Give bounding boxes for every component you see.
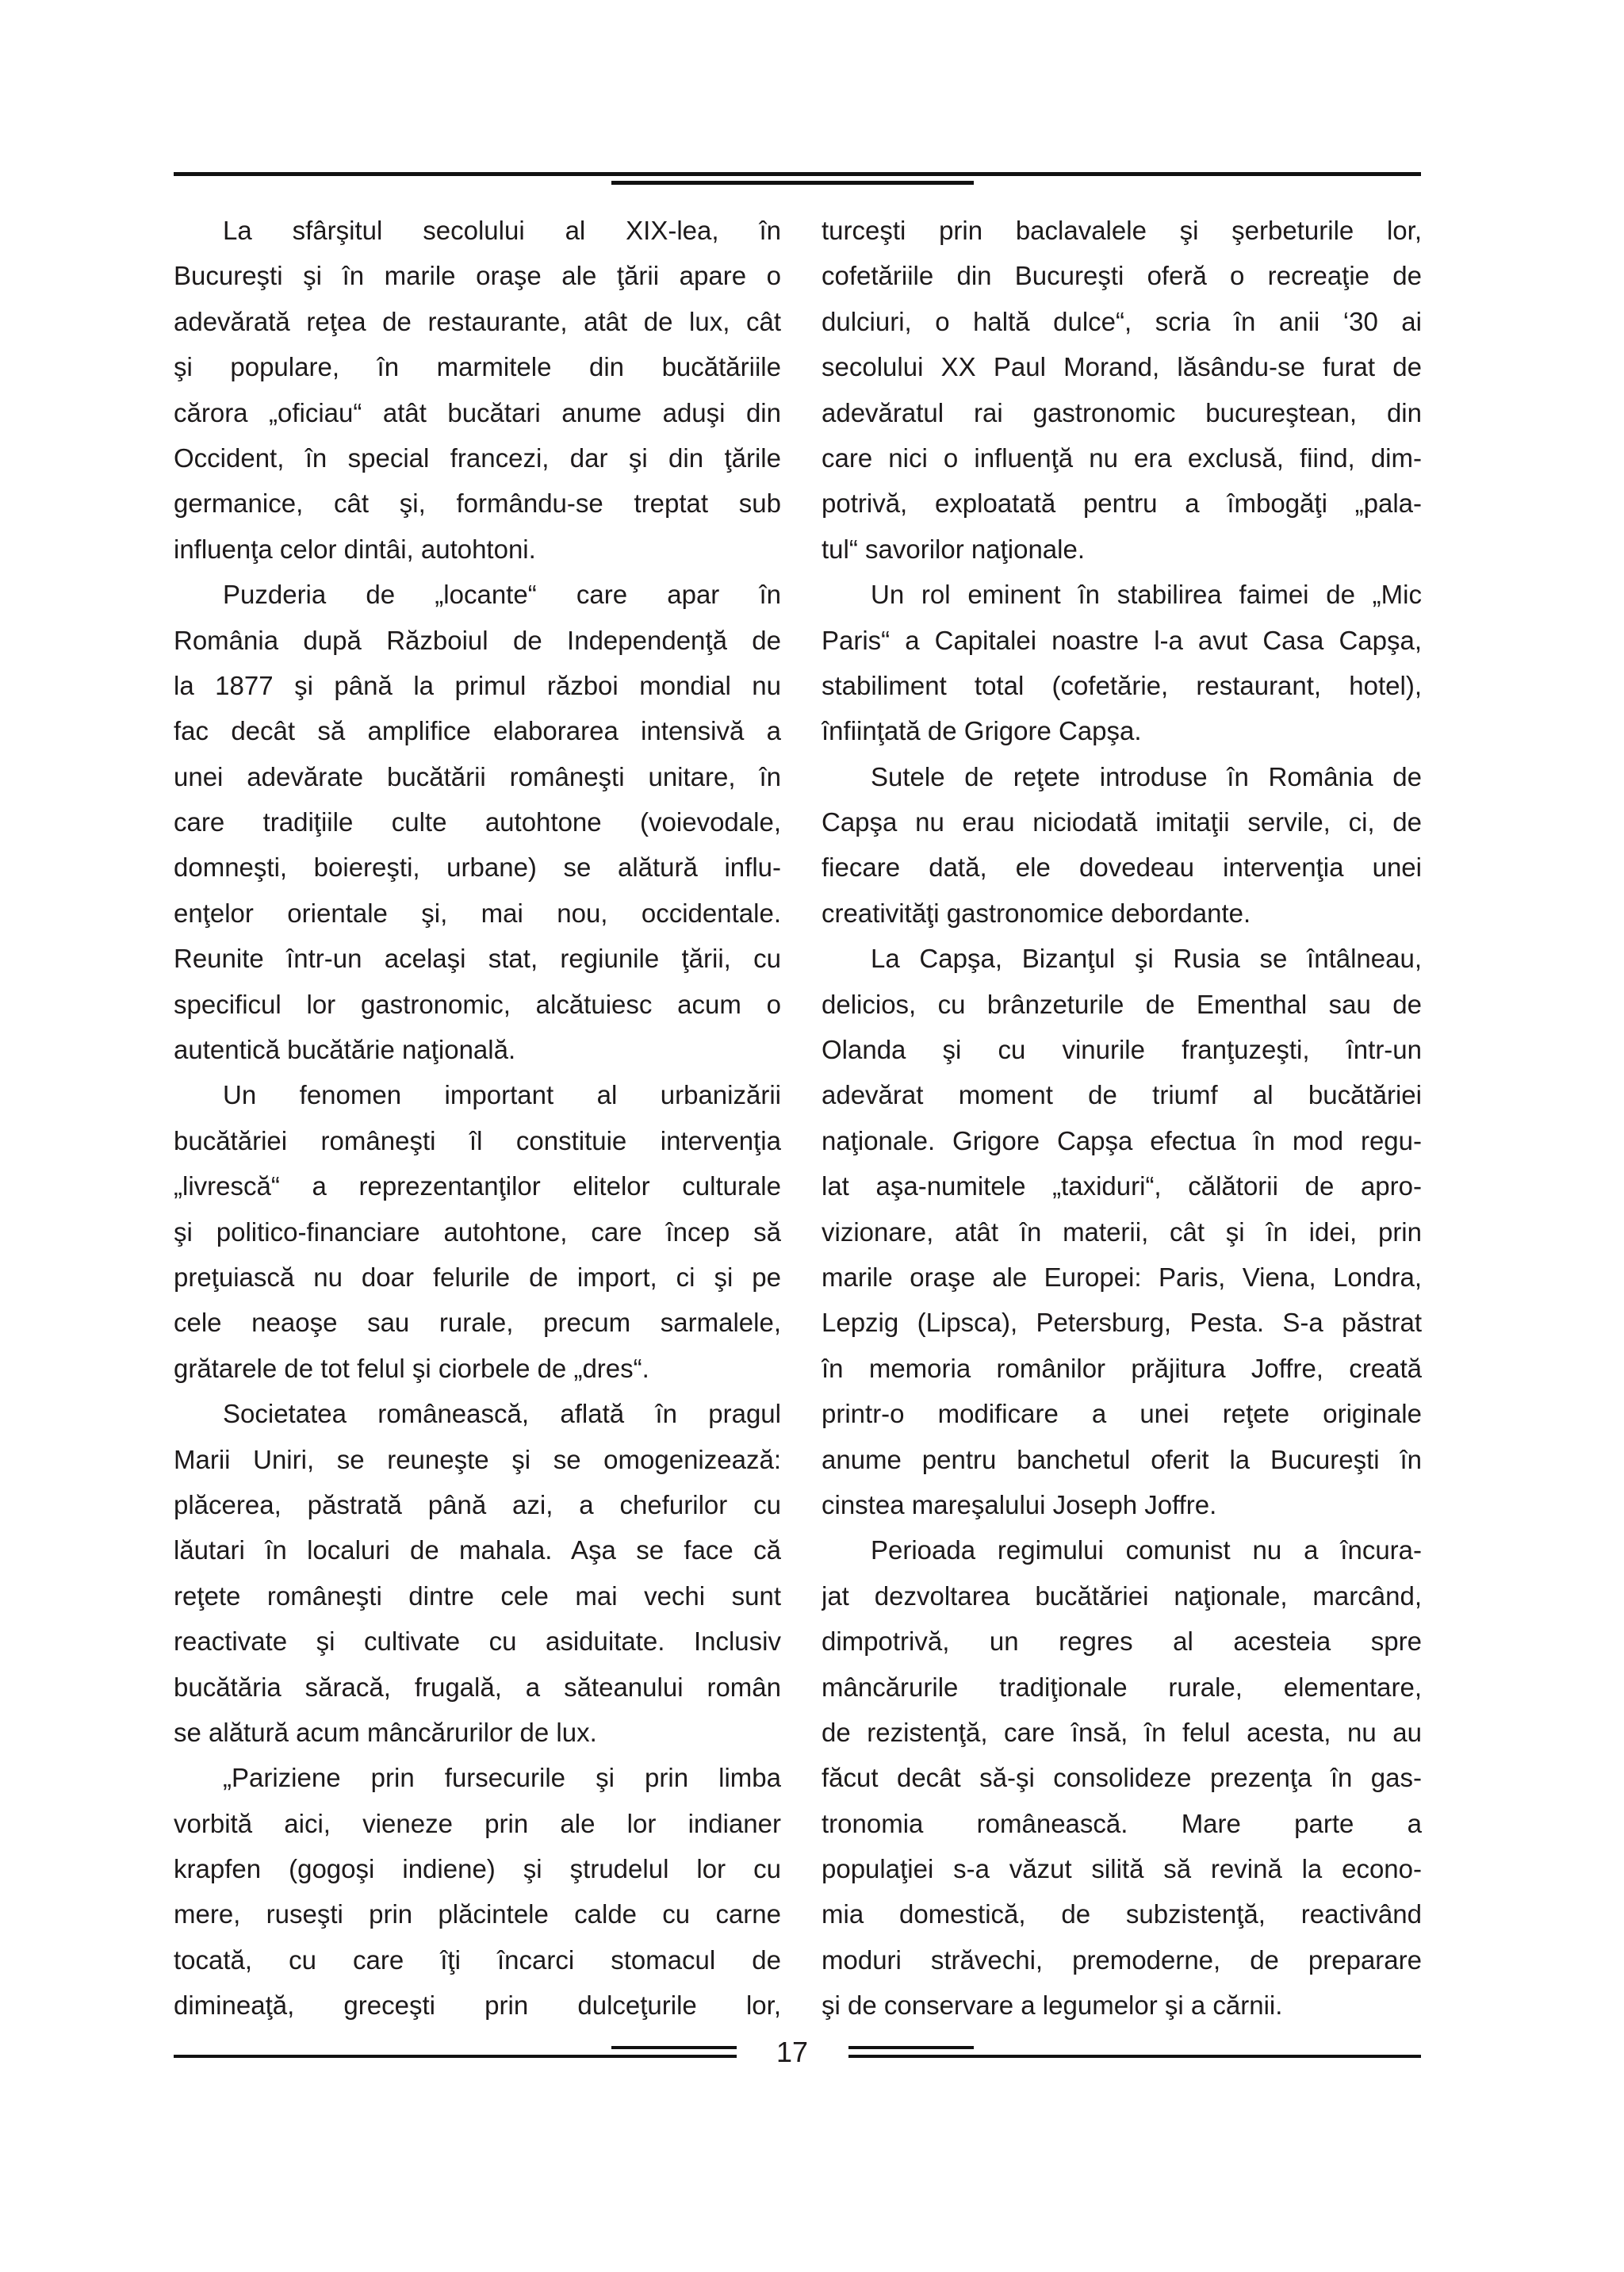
text-line: bucătăriei româneşti îl constituie intervenţia <box>174 1125 781 1155</box>
text-line: bucătăria săracă, frugală, a săteanului român <box>174 1672 781 1702</box>
text-line: mere, ruseşti prin plăcintele calde cu carne <box>174 1899 781 1929</box>
text-line: Marii Uniri, se reuneşte şi se omogenizează: <box>174 1444 781 1474</box>
text-line: creativităţi gastronomice debordante. <box>822 898 1251 928</box>
text-line: adevăratul rai gastronomic bucureştean, din <box>822 397 1422 427</box>
text-line: Puzderia de „locante“ care apar în <box>223 580 781 610</box>
text-line: reactivate şi cultivate cu asiduitate. Inclusiv <box>174 1626 781 1657</box>
text-line: stabiliment total (cofetărie, restaurant, hotel), <box>822 670 1422 700</box>
footer-rule-left-short <box>611 2046 737 2049</box>
text-line: Un rol eminent în stabilirea faimei de „Mic <box>871 580 1422 610</box>
text-line: fiecare dată, ele dovedeau intervenţia unei <box>822 852 1422 883</box>
text-line: lăutari în localuri de mahala. Aşa se face că <box>174 1535 781 1565</box>
text-line: fac decât să amplifice elaborarea intensivă a <box>174 716 781 746</box>
text-line: mâncărurile tradiţionale rurale, elementare, <box>822 1672 1422 1702</box>
text-line: şi populare, în marmitele din bucătăriile <box>174 352 781 382</box>
text-line: România după Războiul de Independenţă de <box>174 625 781 655</box>
text-line: Paris“ a Capitalei noastre l-a avut Casa Capşa, <box>822 625 1422 655</box>
paragraph <box>822 572 1422 754</box>
text-line: naţionale. Grigore Capşa efectua în mod regu- <box>822 1125 1422 1155</box>
text-line: domneşti, boiereşti, urbane) se alătură influ- <box>174 852 781 883</box>
paragraph <box>174 1391 781 1755</box>
text-line: printr-o modificare a unei reţete originale <box>822 1399 1422 1429</box>
text-line: cărora „oficiau“ atât bucătari anume aduşi din <box>174 397 781 427</box>
text-line: La sfârşitul secolului al XIX-lea, în <box>223 216 781 245</box>
text-line: lat aşa-numitele „taxiduri“, călătorii de apro- <box>822 1171 1422 1201</box>
footer-rule-right-long <box>848 2055 1421 2058</box>
text-line: cofetăriile din Bucureşti oferă o recreaţie de <box>822 261 1422 291</box>
text-line: moduri străvechi, premoderne, de preparare <box>822 1944 1422 1975</box>
text-column-right <box>822 208 1422 2029</box>
text-line: cele neaoşe sau rurale, precum sarmalele, <box>174 1308 781 1338</box>
text-line: Societatea românească, aflată în pragul <box>223 1399 781 1429</box>
text-line: care nici o influenţă nu era exclusă, fiind, dim- <box>822 443 1422 473</box>
text-line: adevărat moment de triumf al bucătăriei <box>822 1080 1422 1110</box>
text-line: dimineaţă, greceşti prin dulceţurile lor, <box>174 1990 781 2021</box>
text-line: Perioada regimului comunist nu a încura- <box>871 1535 1422 1565</box>
header-rule-short <box>611 181 974 185</box>
text-line: la 1877 şi până la primul război mondial nu <box>174 670 781 700</box>
text-line: Olanda şi cu vinurile franţuzeşti, într-un <box>822 1035 1422 1065</box>
paragraph <box>822 208 1422 572</box>
text-line: se alătură acum mâncărurilor de lux. <box>174 1717 597 1747</box>
text-line: reţete româneşti dintre cele mai vechi sunt <box>174 1580 781 1611</box>
text-line: delicios, cu brânzeturile de Ementhal sau de <box>822 989 1422 1019</box>
text-line: dimpotrivă, un regres al acesteia spre <box>822 1626 1422 1657</box>
text-line: în memoria românilor prăjitura Joffre, creată <box>822 1353 1422 1383</box>
text-line: de rezistenţă, care însă, în felul acesta, nu au <box>822 1717 1422 1747</box>
text-line: Lepzig (Lipsca), Petersburg, Pesta. S-a păstrat <box>822 1308 1422 1338</box>
paragraph <box>822 936 1422 1527</box>
text-line: autentică bucătărie naţională. <box>174 1035 516 1065</box>
text-line: germanice, cât şi, formându-se treptat sub <box>174 488 781 519</box>
text-line: populaţiei s-a văzut silită să revină la econo- <box>822 1854 1422 1884</box>
text-line: dulciuri, o haltă dulce“, scria în anii ‘30 ai <box>822 306 1422 336</box>
text-line: tocată, cu care îţi încarci stomacul de <box>174 1944 781 1975</box>
text-line: plăcerea, păstrată până azi, a chefurilor cu <box>174 1489 781 1519</box>
text-line: mia domestică, de subzistenţă, reactivând <box>822 1899 1422 1929</box>
text-line: vorbită aici, vieneze prin ale lor indianer <box>174 1808 781 1838</box>
text-line: tronomia românească. Mare parte a <box>822 1808 1422 1838</box>
text-line: Un fenomen important al urbanizării <box>223 1080 781 1110</box>
text-line: secolului XX Paul Morand, lăsându-se furat de <box>822 352 1422 382</box>
text-line: care tradiţiile culte autohtone (voievodale, <box>174 807 781 837</box>
text-line: grătarele de tot felul şi ciorbele de „dres“. <box>174 1353 649 1383</box>
text-line: adevărată reţea de restaurante, atât de lux, cât <box>174 306 781 336</box>
text-line: anume pentru banchetul oferit la Bucureşti în <box>822 1444 1422 1474</box>
paragraph <box>174 1755 781 2028</box>
text-line: marile oraşe ale Europei: Paris, Viena, Londra, <box>822 1262 1422 1292</box>
text-line: La Capşa, Bizanţul şi Rusia se întâlneau, <box>871 944 1422 974</box>
text-line: Reunite într-un acelaşi stat, regiunile ţării, cu <box>174 944 781 974</box>
paragraph <box>174 1072 781 1391</box>
text-line: „Pariziene prin fursecurile şi prin limba <box>223 1763 781 1793</box>
paragraph <box>174 208 781 572</box>
text-line: Sutele de reţete introduse în România de <box>871 761 1422 791</box>
text-line: enţelor orientale şi, mai nou, occidentale. <box>174 898 781 928</box>
text-line: turceşti prin baclavalele şi şerbeturile lor, <box>822 216 1422 245</box>
text-line: vizionare, atât în materii, cât şi în idei, prin <box>822 1216 1422 1247</box>
text-line: Bucureşti şi în marile oraşe ale ţării apare o <box>174 261 781 291</box>
text-line: făcut decât să-şi consolideze prezenţa în gas- <box>822 1763 1422 1793</box>
text-line: preţuiască nu doar felurile de import, ci şi pe <box>174 1262 781 1292</box>
text-line: „livrescă“ a reprezentanţilor elitelor culturale <box>174 1171 781 1201</box>
text-line: cinstea mareşalului Joseph Joffre. <box>822 1489 1217 1519</box>
text-line: specificul lor gastronomic, alcătuiesc acum o <box>174 989 781 1019</box>
text-line: unei adevărate bucătării româneşti unitare, în <box>174 761 781 791</box>
paragraph <box>822 754 1422 937</box>
header-rule-long <box>174 172 1421 176</box>
text-line: tul“ savorilor naţionale. <box>822 534 1085 564</box>
text-line: influenţa celor dintâi, autohtoni. <box>174 534 536 564</box>
text-line: şi de conservare a legumelor şi a cărnii. <box>822 1990 1283 2021</box>
footer-rule-left-long <box>174 2055 737 2058</box>
text-line: Capşa nu erau niciodată imitaţii servile, ci, de <box>822 807 1422 837</box>
text-line: Occident, în special francezi, dar şi din ţările <box>174 443 781 473</box>
text-line: jat dezvoltarea bucătăriei naţionale, marcând, <box>822 1580 1422 1611</box>
paragraph <box>174 572 781 1072</box>
text-line: înfiinţată de Grigore Capşa. <box>822 716 1142 746</box>
paragraph <box>822 1527 1422 2028</box>
text-line: şi politico-financiare autohtone, care încep să <box>174 1216 781 1247</box>
page-number: 17 <box>776 2036 809 2068</box>
text-line: krapfen (gogoşi indiene) şi ştrudelul lor cu <box>174 1854 781 1884</box>
text-line: potrivă, exploatată pentru a îmbogăţi „pala- <box>822 488 1422 519</box>
footer-rule-right-short <box>848 2046 974 2049</box>
text-column-left <box>174 208 781 2029</box>
